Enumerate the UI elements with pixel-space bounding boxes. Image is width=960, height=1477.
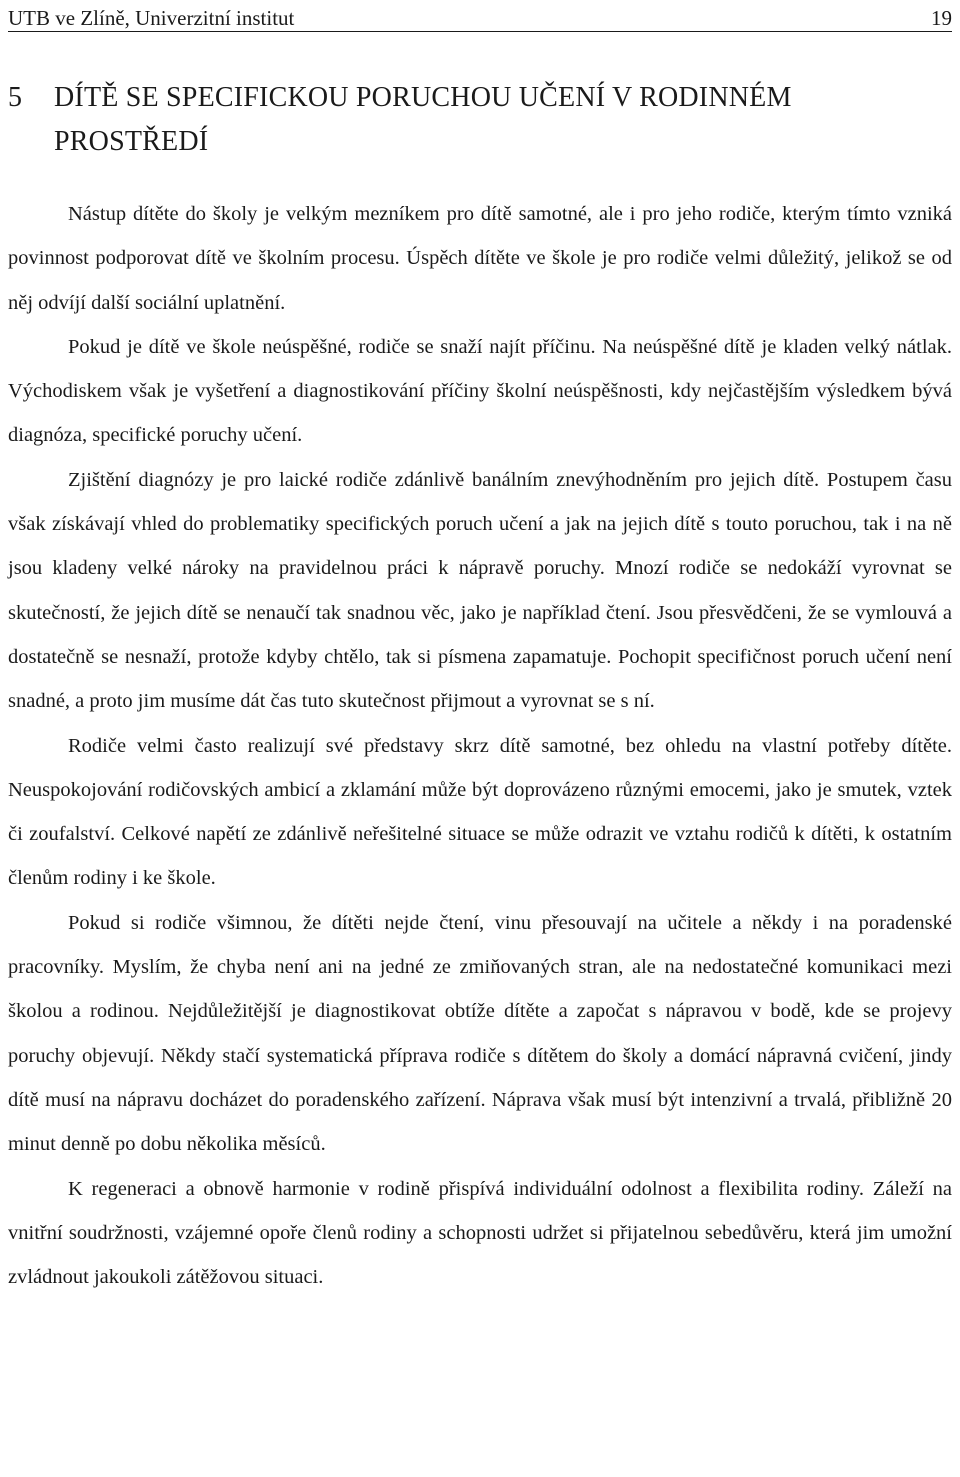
chapter-heading xyxy=(8,76,952,164)
page-number: 19 xyxy=(931,6,952,30)
chapter-number: 5 xyxy=(8,82,23,113)
header-institution: UTB ve Zlíně, Univerzitní institut xyxy=(8,6,295,30)
running-header xyxy=(8,0,952,30)
chapter-title: DÍTĚ SE SPECIFICKOU PORUCHOU UČENÍ V RODINNÉM PROSTŘEDÍ xyxy=(54,82,792,157)
paragraph: Zjištění diagnózy je pro laické rodiče zdánlivě banálním znevýhodněním pro jejich dítě. Postupem času však získávají vhled do problematiky specifických poruch učení a jak na jejich dítě s touto poruchou, tak i na ně jsou kladeny velké nároky na pravidelnou práci k nápravě poruchy. Mnozí rodiče se nedokáží vyrovnat se skutečností, že jejich dítě se nenaučí tak snadnou věc, jako je například čtení. Jsou přesvědčeni, že se vymlouvá a dostatečně se nesnaží, protože kdyby chtělo, tak si písmena zapamatuje. Pochopit specifičnost poruch učení není snadné, a proto jim musíme dát čas tuto skutečnost přijmout a vyrovnat se s ní. xyxy=(8,468,952,713)
paragraph: Rodiče velmi často realizují své představy skrz dítě samotné, bez ohledu na vlastní potřeby dítěte. Neuspokojování rodičovských ambicí a zklamání může být doprovázeno různými emocemi, jako je smutek, vztek či zoufalství. Celkové napětí ze zdánlivě neřešitelné situace se může odrazit ve vztahu rodičů k dítěti, k ostatním členům rodiny i ke škole. xyxy=(8,734,952,890)
body-text xyxy=(8,192,952,1299)
header-rule xyxy=(8,31,952,32)
paragraph: Nástup dítěte do školy je velkým mezníkem pro dítě samotné, ale i pro jeho rodiče, kterým tímto vzniká povinnost podporovat dítě ve školním procesu. Úspěch dítěte ve škole je pro rodiče velmi důležitý, jelikož se od něj odvíjí další sociální uplatnění. xyxy=(8,203,952,314)
paragraph: K regeneraci a obnově harmonie v rodině přispívá individuální odolnost a flexibilita rodiny. Záleží na vnitřní soudržnosti, vzájemné opoře členů rodiny a schopnosti udržet si přijatelnou sebedůvěru, která jim umožní zvládnout jakoukoli zátěžovou situaci. xyxy=(8,1177,952,1289)
paragraph: Pokud je dítě ve škole neúspěšné, rodiče se snaží najít příčinu. Na neúspěšné dítě je kladen velký nátlak. Východiskem však je vyšetření a diagnostikování příčiny školní neúspěšnosti, kdy nejčastějším výsledkem bývá diagnóza, specifické poruchy učení. xyxy=(8,335,952,447)
paragraph: Pokud si rodiče všimnou, že dítěti nejde čtení, vinu přesouvají na učitele a někdy i na poradenské pracovníky. Myslím, že chyba není ani na jedné ze zmiňovaných stran, ale na nedostatečné komunikaci mezi školou a rodinou. Nejdůležitější je diagnostikovat obtíže dítěte a započat s nápravou v bodě, kde se projevy poruchy objevují. Někdy stačí systematická příprava rodiče s dítětem do školy a domácí nápravná cvičení, jindy dítě musí na nápravu docházet do poradenského zařízení. Náprava však musí být intenzivní a trvalá, přibližně 20 minut denně po dobu několika měsíců. xyxy=(8,911,952,1156)
